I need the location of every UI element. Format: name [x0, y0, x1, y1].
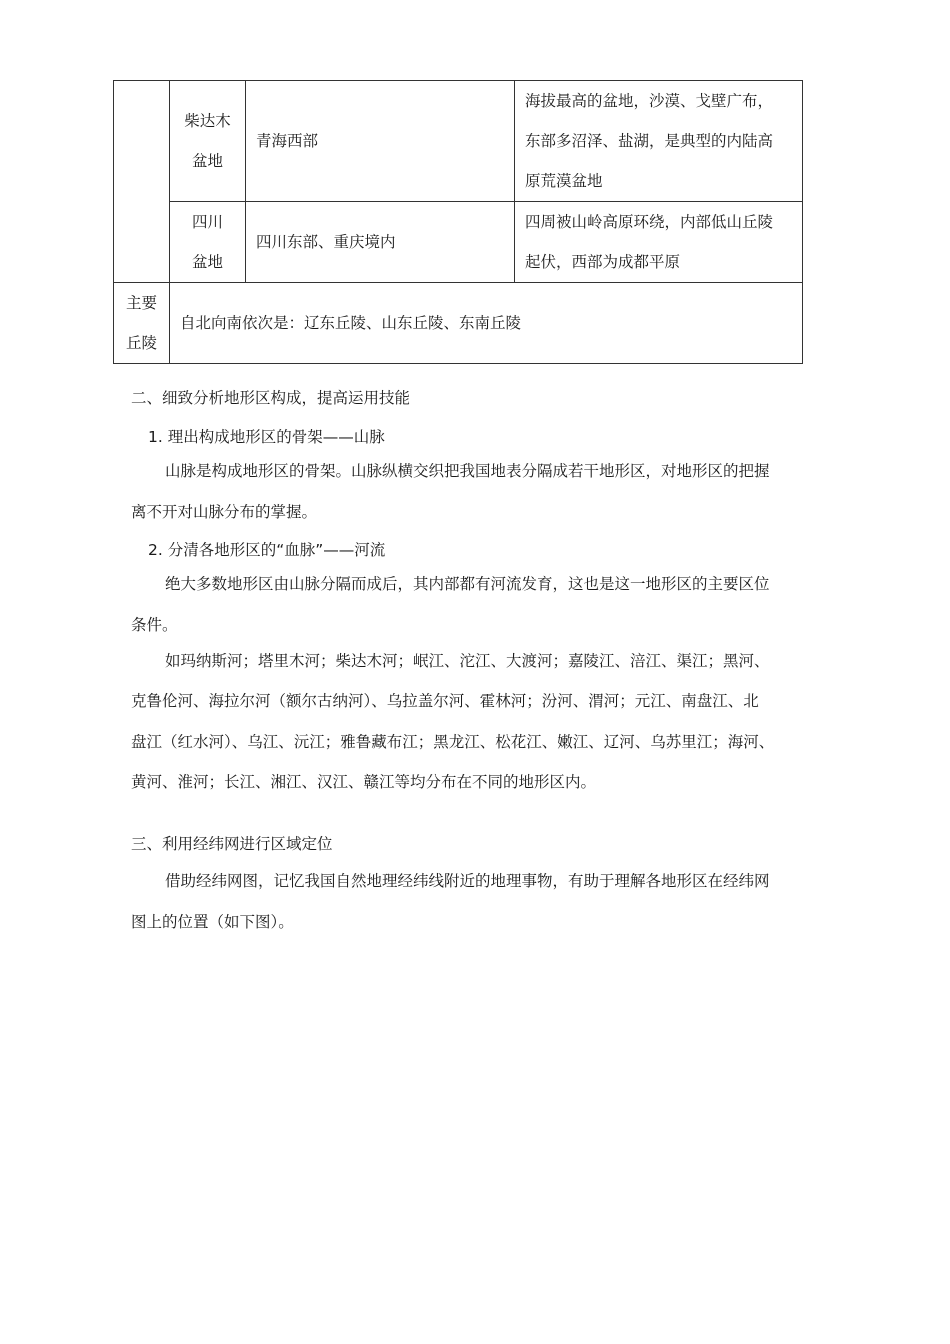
location-cell: 四川东部、重庆境内 — [246, 202, 515, 283]
item-1-title: 1. 理出构成地形区的骨架——山脉 — [148, 428, 385, 446]
basin-name-line: 盆地 — [191, 152, 223, 170]
feature-line: 海拔最高的盆地，沙漠、戈壁广布， — [525, 92, 774, 110]
category-line: 丘陵 — [125, 334, 157, 352]
section-3-heading: 三、利用经纬网进行区域定位 — [131, 835, 333, 853]
paragraph-line: 绝大多数地形区由山脉分隔而成后，其内部都有河流发育，这也是这一地形区的主要区位 — [165, 575, 770, 593]
basin-name-line: 盆地 — [191, 253, 223, 271]
basin-name-cell — [170, 202, 246, 283]
location-cell: 青海西部 — [246, 81, 515, 202]
paragraph-line: 借助经纬网图，记忆我国自然地理经纬线附近的地理事物，有助于理解各地形区在经纬网 — [165, 872, 770, 890]
feature-line: 四周被山岭高原环绕，内部低山丘陵 — [525, 213, 774, 231]
landform-table — [113, 80, 803, 364]
category-cell-empty — [114, 81, 170, 283]
paragraph-line: 离不开对山脉分布的掌握。 — [131, 503, 318, 521]
hills-text-cell: 自北向南依次是：辽东丘陵、山东丘陵、东南丘陵 — [170, 283, 803, 364]
paragraph-line: 山脉是构成地形区的骨架。山脉纵横交织把我国地表分隔成若干地形区，对地形区的把握 — [165, 462, 770, 480]
paragraph-line: 图上的位置（如下图）。 — [131, 913, 294, 931]
basin-name-line: 柴达木 — [184, 112, 231, 130]
rivers-line: 黄河、淮河；长江、湘江、汉江、赣江等均分布在不同的地形区内。 — [131, 773, 597, 791]
hills-category-cell — [114, 283, 170, 364]
feature-line: 起伏，西部为成都平原 — [525, 253, 681, 271]
basin-name-cell — [170, 81, 246, 202]
table-row — [114, 81, 803, 202]
table-row — [114, 202, 803, 283]
feature-cell — [515, 81, 803, 202]
item-2-title: 2. 分清各地形区的“血脉”——河流 — [148, 541, 386, 559]
paragraph-line: 条件。 — [131, 616, 178, 634]
feature-cell — [515, 202, 803, 283]
rivers-line: 如玛纳斯河；塔里木河；柴达木河；岷江、沱江、大渡河；嘉陵江、涪江、渠江；黑河、 — [165, 652, 770, 670]
rivers-line: 克鲁伦河、海拉尔河（额尔古纳河）、乌拉盖尔河、霍林河；汾河、渭河；元江、南盘江、北 — [131, 692, 759, 710]
feature-line: 原荒漠盆地 — [525, 172, 603, 190]
feature-line: 东部多沼泽、盐湖，是典型的内陆高 — [525, 132, 774, 150]
table-row — [114, 283, 803, 364]
basin-name-line: 四川 — [191, 213, 223, 231]
section-2-heading: 二、细致分析地形区构成，提高运用技能 — [131, 389, 411, 407]
category-line: 主要 — [125, 294, 157, 312]
rivers-line: 盘江（红水河）、乌江、沅江；雅鲁藏布江；黑龙江、松花江、嫩江、辽河、乌苏里江；海河、 — [131, 733, 775, 751]
